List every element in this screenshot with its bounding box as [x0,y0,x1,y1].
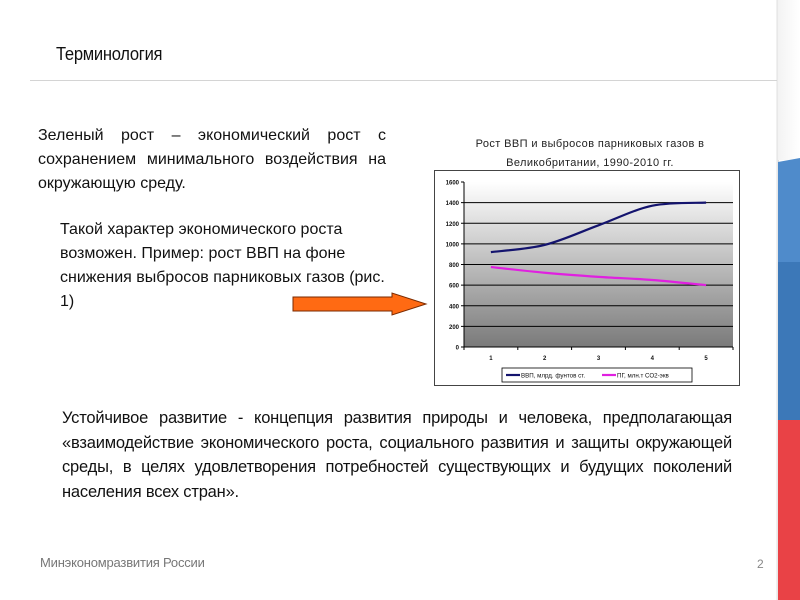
y-tick-label: 400 [448,304,459,311]
title-divider [30,80,777,81]
slide-title: Терминология [56,44,163,64]
stripe-white [778,0,800,160]
chart-title-line1: Рост ВВП и выбросов парниковых газов в [475,138,705,150]
legend-label: ПГ, млн.т СО2-экв [617,372,669,380]
arrow-right-icon [292,292,432,320]
stripe-blue-light [778,158,800,262]
x-tick-label: 4 [650,356,654,362]
stripe-red [778,420,800,600]
sustainable-development-definition: Устойчивое развитие - концепция развития природы и человека, предполагающая «взаимодействие экономического роста, социального развития и защиты окружающей среды, в целях удовлетворения потребностей существующих и будущих поколений населения всех стран». [62,409,732,501]
y-tick-label: 600 [448,283,459,290]
example-text: Такой характер экономического роста возможен. Пример: рост ВВП на фоне снижения выбросов парниковых газов (рис. 1) [60,221,385,310]
chart-title-line2: Великобритании, 1990-2010 гг. [506,157,674,169]
chart-title [430,135,750,173]
y-tick-label: 0 [455,345,459,352]
y-tick-label: 1000 [445,242,459,249]
y-tick-label: 200 [448,324,459,331]
y-tick-label: 800 [448,263,459,269]
line-chart [434,170,740,386]
x-tick-label: 2 [543,356,547,362]
x-tick-label: 5 [704,356,708,362]
y-tick-label: 1600 [445,180,459,187]
footer-organization: Минэкономразвития России [40,555,205,570]
x-tick-label: 1 [489,356,493,362]
stripe-blue-dark [778,262,800,420]
green-growth-definition: Зеленый рост – экономический рост с сохранением минимального воздействия на окружающую среду. [38,127,386,192]
x-tick-label: 3 [596,356,601,362]
y-tick-label: 1400 [445,201,459,208]
y-tick-label: 1200 [445,221,459,228]
legend-label: ВВП, млрд. фунтов ст. [521,372,586,380]
page-number: 2 [757,557,764,571]
